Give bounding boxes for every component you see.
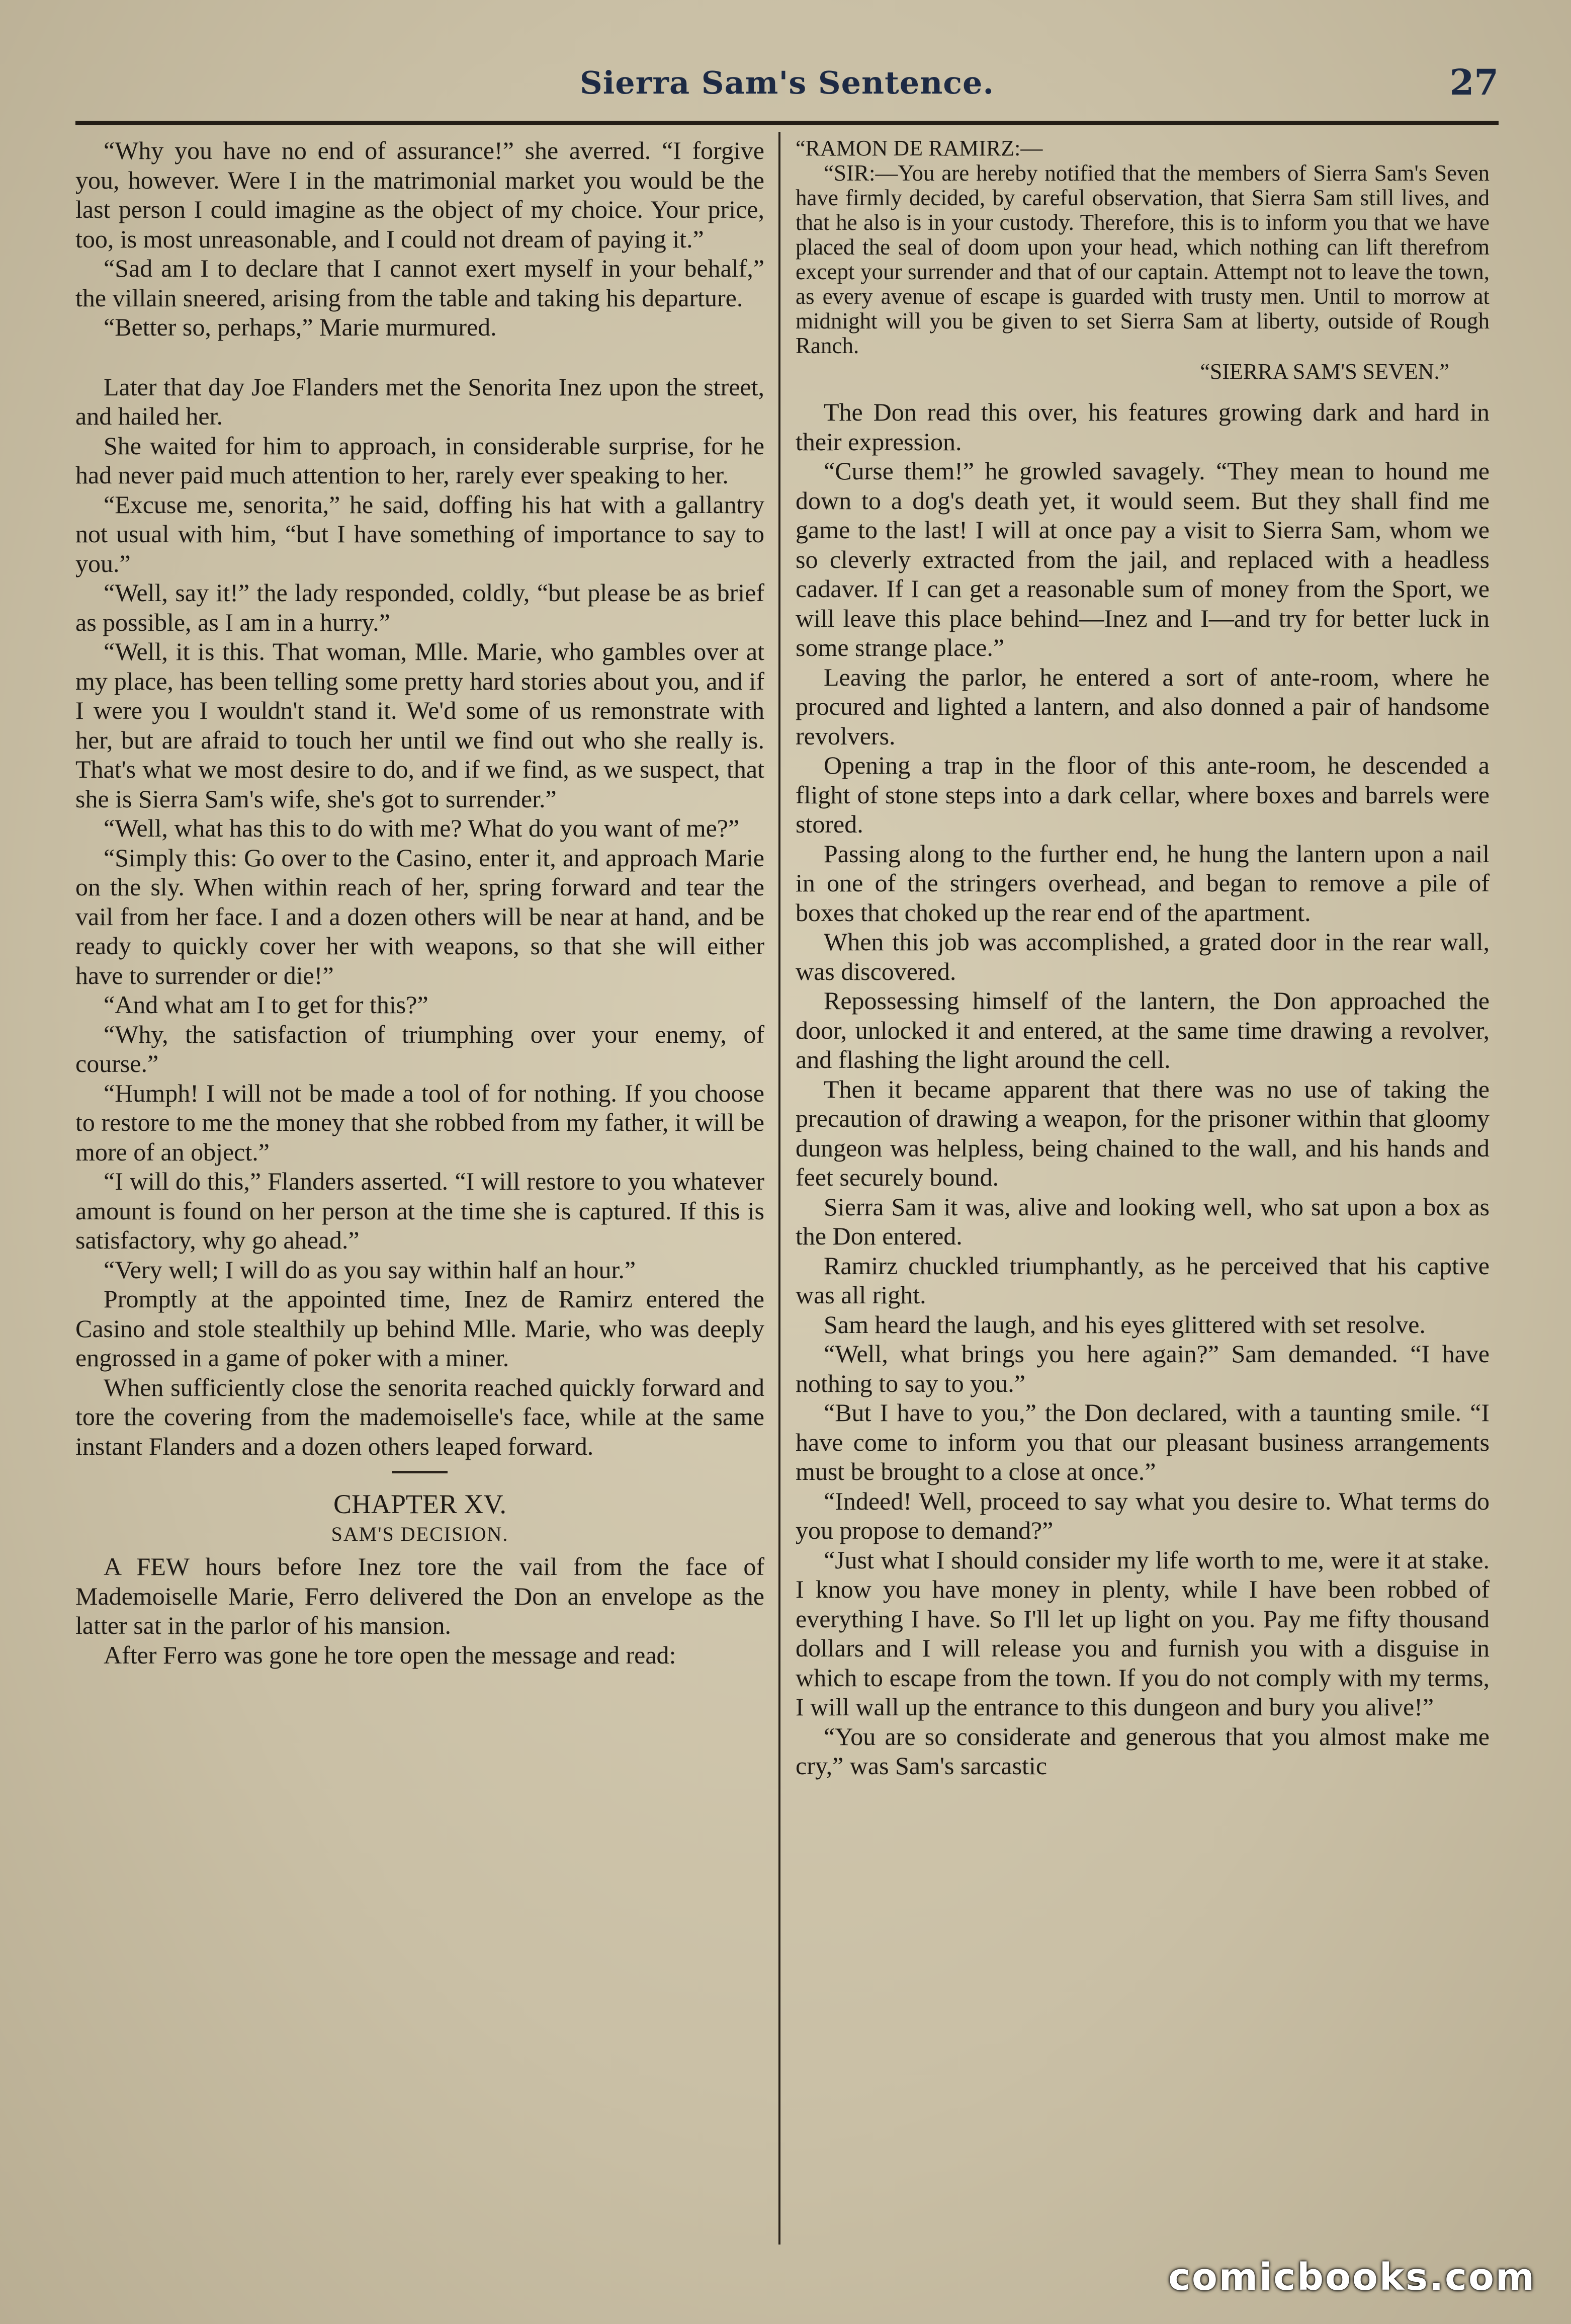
paragraph: When sufficiently close the senorita reached quickly forward and tore the covering from the mademoiselle's face, while at the same instant Flanders and a dozen others leaped forward. — [75, 1373, 764, 1460]
chapter-rule — [392, 1471, 448, 1473]
letter-signature: “SIERRA SAM'S SEVEN.” — [1200, 359, 1449, 384]
letter-salutation: “RAMON DE RAMIRZ:— — [796, 136, 1043, 160]
left-column — [75, 136, 764, 2238]
paragraph: She waited for him to approach, in considerable surprise, for he had never paid much attention to her, rarely ever speaking to her. — [75, 431, 764, 489]
running-header — [75, 59, 1499, 115]
paragraph: “Well, what has this to do with me? What do you want of me?” — [104, 814, 740, 842]
paragraph: Repossessing himself of the lantern, the Don approached the door, unlocked it and entered, at the same time drawing a revolver, and flashing the light around the cell. — [796, 986, 1490, 1073]
paragraph: “Curse them!” he growled savagely. “They mean to hound me down to a dog's death yet, it would seem. But they shall find me game to the last! I will at once pay a visit to Sierra Sam, whom we so cleverly extracted from the jail, and replaced with a headless cadaver. If I can get a reasonable sum of money from the Sport, we will leave this place behind—Inez and I—and try for better luck in some strange place.” — [796, 457, 1490, 661]
paragraph: “Excuse me, senorita,” he said, doffing his hat with a gallantry not usual with him, “but I have something of importance to say to you.” — [75, 490, 764, 577]
paragraph: “Just what I should consider my life worth to me, were it at stake. I know you have money in plenty, while I have been robbed of everything I have. So I'll let up light on you. Pay me fifty thousand dollars and I will release you and furnish you with a disguise in which to escape from the town. If you do not comply with my terms, I will wall up the entrance to this dungeon and bury you alive!” — [796, 1545, 1490, 1721]
paragraph: Opening a trap in the floor of this ante-room, he descended a flight of stone steps into a dark cellar, where boxes and barrels were stored. — [796, 751, 1490, 838]
paragraph: Sam heard the laugh, and his eyes glittered with set resolve. — [824, 1310, 1426, 1339]
letter-body: “SIR:—You are hereby notified that the members of Sierra Sam's Seven have firmly decided, by careful observation, that Sierra Sam still lives, and that he also is in your custody. Therefore, this is to inform you that we have placed the seal of doom upon your head, which nothing can lift therefrom except your surrender and that of our captain. Attempt not to leave the town, as every avenue of escape is guarded with trusty men. Until to morrow at midnight will you be given to set Sierra Sam at liberty, outside of Rough Ranch. — [796, 160, 1490, 358]
header-rule — [75, 121, 1499, 125]
paragraph: “Why, the satisfaction of triumphing over your enemy, of course.” — [75, 1020, 764, 1077]
section-break — [75, 342, 764, 372]
paragraph: “Humph! I will not be made a tool of for nothing. If you choose to restore to me the money that she robbed from my father, it will be more of an object.” — [75, 1078, 764, 1166]
paragraph: “But I have to you,” the Don declared, with a taunting smile. “I have come to inform you that our pleasant business arrangements must be brought to a close at once.” — [796, 1398, 1490, 1485]
page-number: 27 — [1449, 61, 1499, 103]
paragraph: “Well, say it!” the lady responded, coldly, “but please be as brief as possible, as I am in a hurry.” — [75, 578, 764, 636]
paragraph: The Don read this over, his features growing dark and hard in their expression. — [796, 398, 1490, 456]
paragraph: “Indeed! Well, proceed to say what you desire to. What terms do you propose to demand?” — [796, 1486, 1490, 1544]
running-title: Sierra Sam's Sentence. — [579, 64, 995, 101]
chapter-subtitle: SAM'S DECISION. — [331, 1523, 509, 1545]
paragraph: Leaving the parlor, he entered a sort of ante-room, where he procured and lighted a lantern, and also donned a pair of handsome revolvers. — [796, 662, 1490, 750]
paragraph: “Well, what brings you here again?” Sam demanded. “I have nothing to say to you.” — [796, 1340, 1490, 1397]
paragraph: “Very well; I will do as you say within half an hour.” — [104, 1255, 636, 1284]
paragraph: “I will do this,” Flanders asserted. “I will restore to you whatever amount is found on her person at the time she is captured. If this is satisfactory, why go ahead.” — [75, 1167, 764, 1254]
paragraph: “You are so considerate and generous that you almost make me cry,” was Sam's sarcastic — [796, 1722, 1490, 1780]
paragraph: Promptly at the appointed time, Inez de Ramirz entered the Casino and stole stealthily up behind Mlle. Marie, who was deeply engrossed in a game of poker with a miner. — [75, 1285, 764, 1372]
paragraph: Ramirz chuckled triumphantly, as he perceived that his captive was all right. — [796, 1251, 1490, 1309]
paragraph: “Well, it is this. That woman, Mlle. Marie, who gambles over at my place, has been telling some pretty hard stories about you, and if I were you I wouldn't stand it. We'd some of us remonstrate with her, but are afraid to touch her until we find out who she really is. That's what we most desire to do, and if we find, as we suspect, that she is Sierra Sam's wife, she's got to surrender.” — [75, 637, 764, 813]
paragraph: Passing along to the further end, he hung the lantern upon a nail in one of the stringers overhead, and began to remove a pile of boxes that choked up the rear end of the apartment. — [796, 839, 1490, 927]
paragraph: “Simply this: Go over to the Casino, enter it, and approach Marie on the sly. When within reach of her, spring forward and tear the vail from her face. I and a dozen others will be near at hand, and be ready to quickly cover her with weapons, so that she will either have to surrender or die!” — [75, 843, 764, 989]
chapter-title: CHAPTER XV. — [333, 1489, 507, 1519]
paragraph: When this job was accomplished, a grated door in the rear wall, was discovered. — [796, 928, 1490, 985]
paragraph: “Better so, perhaps,” Marie murmured. — [104, 313, 497, 341]
paragraph: Then it became apparent that there was no use of taking the precaution of drawing a weapon, for the prisoner within that gloomy dungeon was helpless, being chained to the wall, and his hands and feet securely bound. — [796, 1074, 1490, 1191]
paragraph: “Why you have no end of assurance!” she averred. “I forgive you, however. Were I in the matrimonial market you would be the last person I could imagine as the object of my choice. Your price, too, is most unreasonable, and I could not dream of paying it.” — [75, 136, 764, 253]
right-column — [796, 136, 1490, 2238]
paragraph: A FEW hours before Inez tore the vail from the face of Mademoiselle Marie, Ferro delivered the Don an envelope as the latter sat in the parlor of his mansion. — [75, 1552, 764, 1639]
paragraph: Later that day Joe Flanders met the Senorita Inez upon the street, and hailed her. — [75, 372, 764, 430]
paragraph: “Sad am I to declare that I cannot exert myself in your behalf,” the villain sneered, arising from the table and taking his departure. — [75, 254, 764, 312]
paragraph: Sierra Sam it was, alive and looking well, who sat upon a box as the Don entered. — [796, 1192, 1490, 1250]
paragraph: After Ferro was gone he tore open the message and read: — [104, 1640, 676, 1669]
watermark: comicbooks.com — [1168, 2256, 1536, 2299]
column-divider — [778, 132, 780, 2245]
paragraph: “And what am I to get for this?” — [104, 990, 428, 1019]
